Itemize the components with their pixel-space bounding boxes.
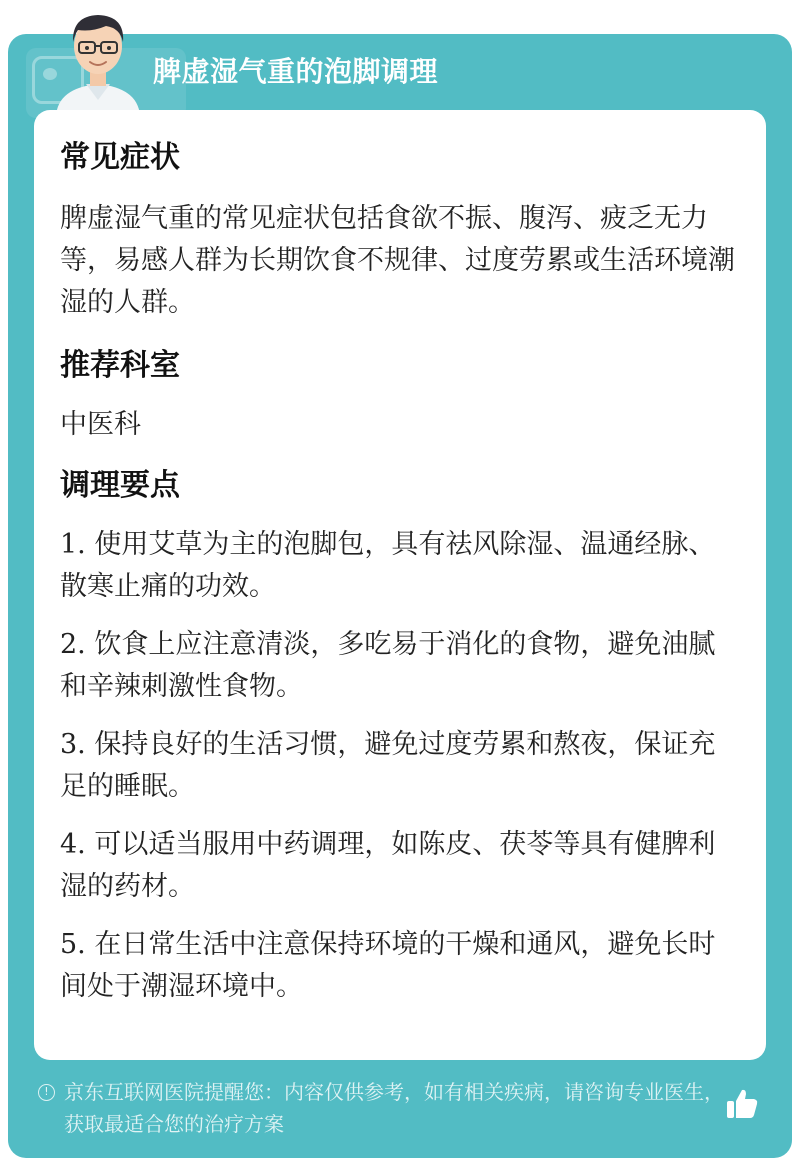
doctor-avatar xyxy=(48,4,148,116)
page-title: 脾虚湿气重的泡脚调理 xyxy=(153,55,439,88)
tip-number: 4. xyxy=(60,829,86,860)
department-heading: 推荐科室 xyxy=(60,348,180,383)
tip-item xyxy=(60,724,740,808)
tips-heading: 调理要点 xyxy=(60,468,180,503)
tip-number: 5. xyxy=(60,929,86,960)
disclaimer-text: 京东互联网医院提醒您：内容仅供参考，如有相关疾病，请咨询专业医生，获取最适合您的治疗方案 xyxy=(64,1080,724,1136)
thumbs-up-icon[interactable] xyxy=(724,1086,760,1122)
content-panel xyxy=(34,110,766,1060)
info-icon: ! xyxy=(38,1084,55,1101)
tip-text: 饮食上应注意清淡，多吃易于消化的食物，避免油腻和辛辣刺激性食物。 xyxy=(60,629,716,702)
tip-item xyxy=(60,824,740,908)
disclaimer-footer xyxy=(38,1076,738,1140)
tip-number: 3. xyxy=(60,729,86,760)
tip-text: 使用艾草为主的泡脚包，具有祛风除湿、温通经脉、散寒止痛的功效。 xyxy=(60,529,716,602)
article-card xyxy=(8,34,792,1158)
symptoms-text: 脾虚湿气重的常见症状包括食欲不振、腹泻、疲乏无力等，易感人群为长期饮食不规律、过度劳累或生活环境潮湿的人群。 xyxy=(60,203,735,318)
tip-item xyxy=(60,924,740,1008)
symptoms-heading: 常见症状 xyxy=(60,140,180,175)
tip-text: 可以适当服用中药调理，如陈皮、茯苓等具有健脾利湿的药材。 xyxy=(60,829,716,902)
tip-number: 2. xyxy=(60,629,86,660)
tip-item xyxy=(60,524,740,608)
tip-text: 在日常生活中注意保持环境的干燥和通风，避免长时间处于潮湿环境中。 xyxy=(60,929,716,1002)
tip-text: 保持良好的生活习惯，避免过度劳累和熬夜，保证充足的睡眠。 xyxy=(60,729,716,802)
tip-item xyxy=(60,624,740,708)
tip-number: 1. xyxy=(60,529,86,560)
department-text: 中医科 xyxy=(60,409,141,440)
